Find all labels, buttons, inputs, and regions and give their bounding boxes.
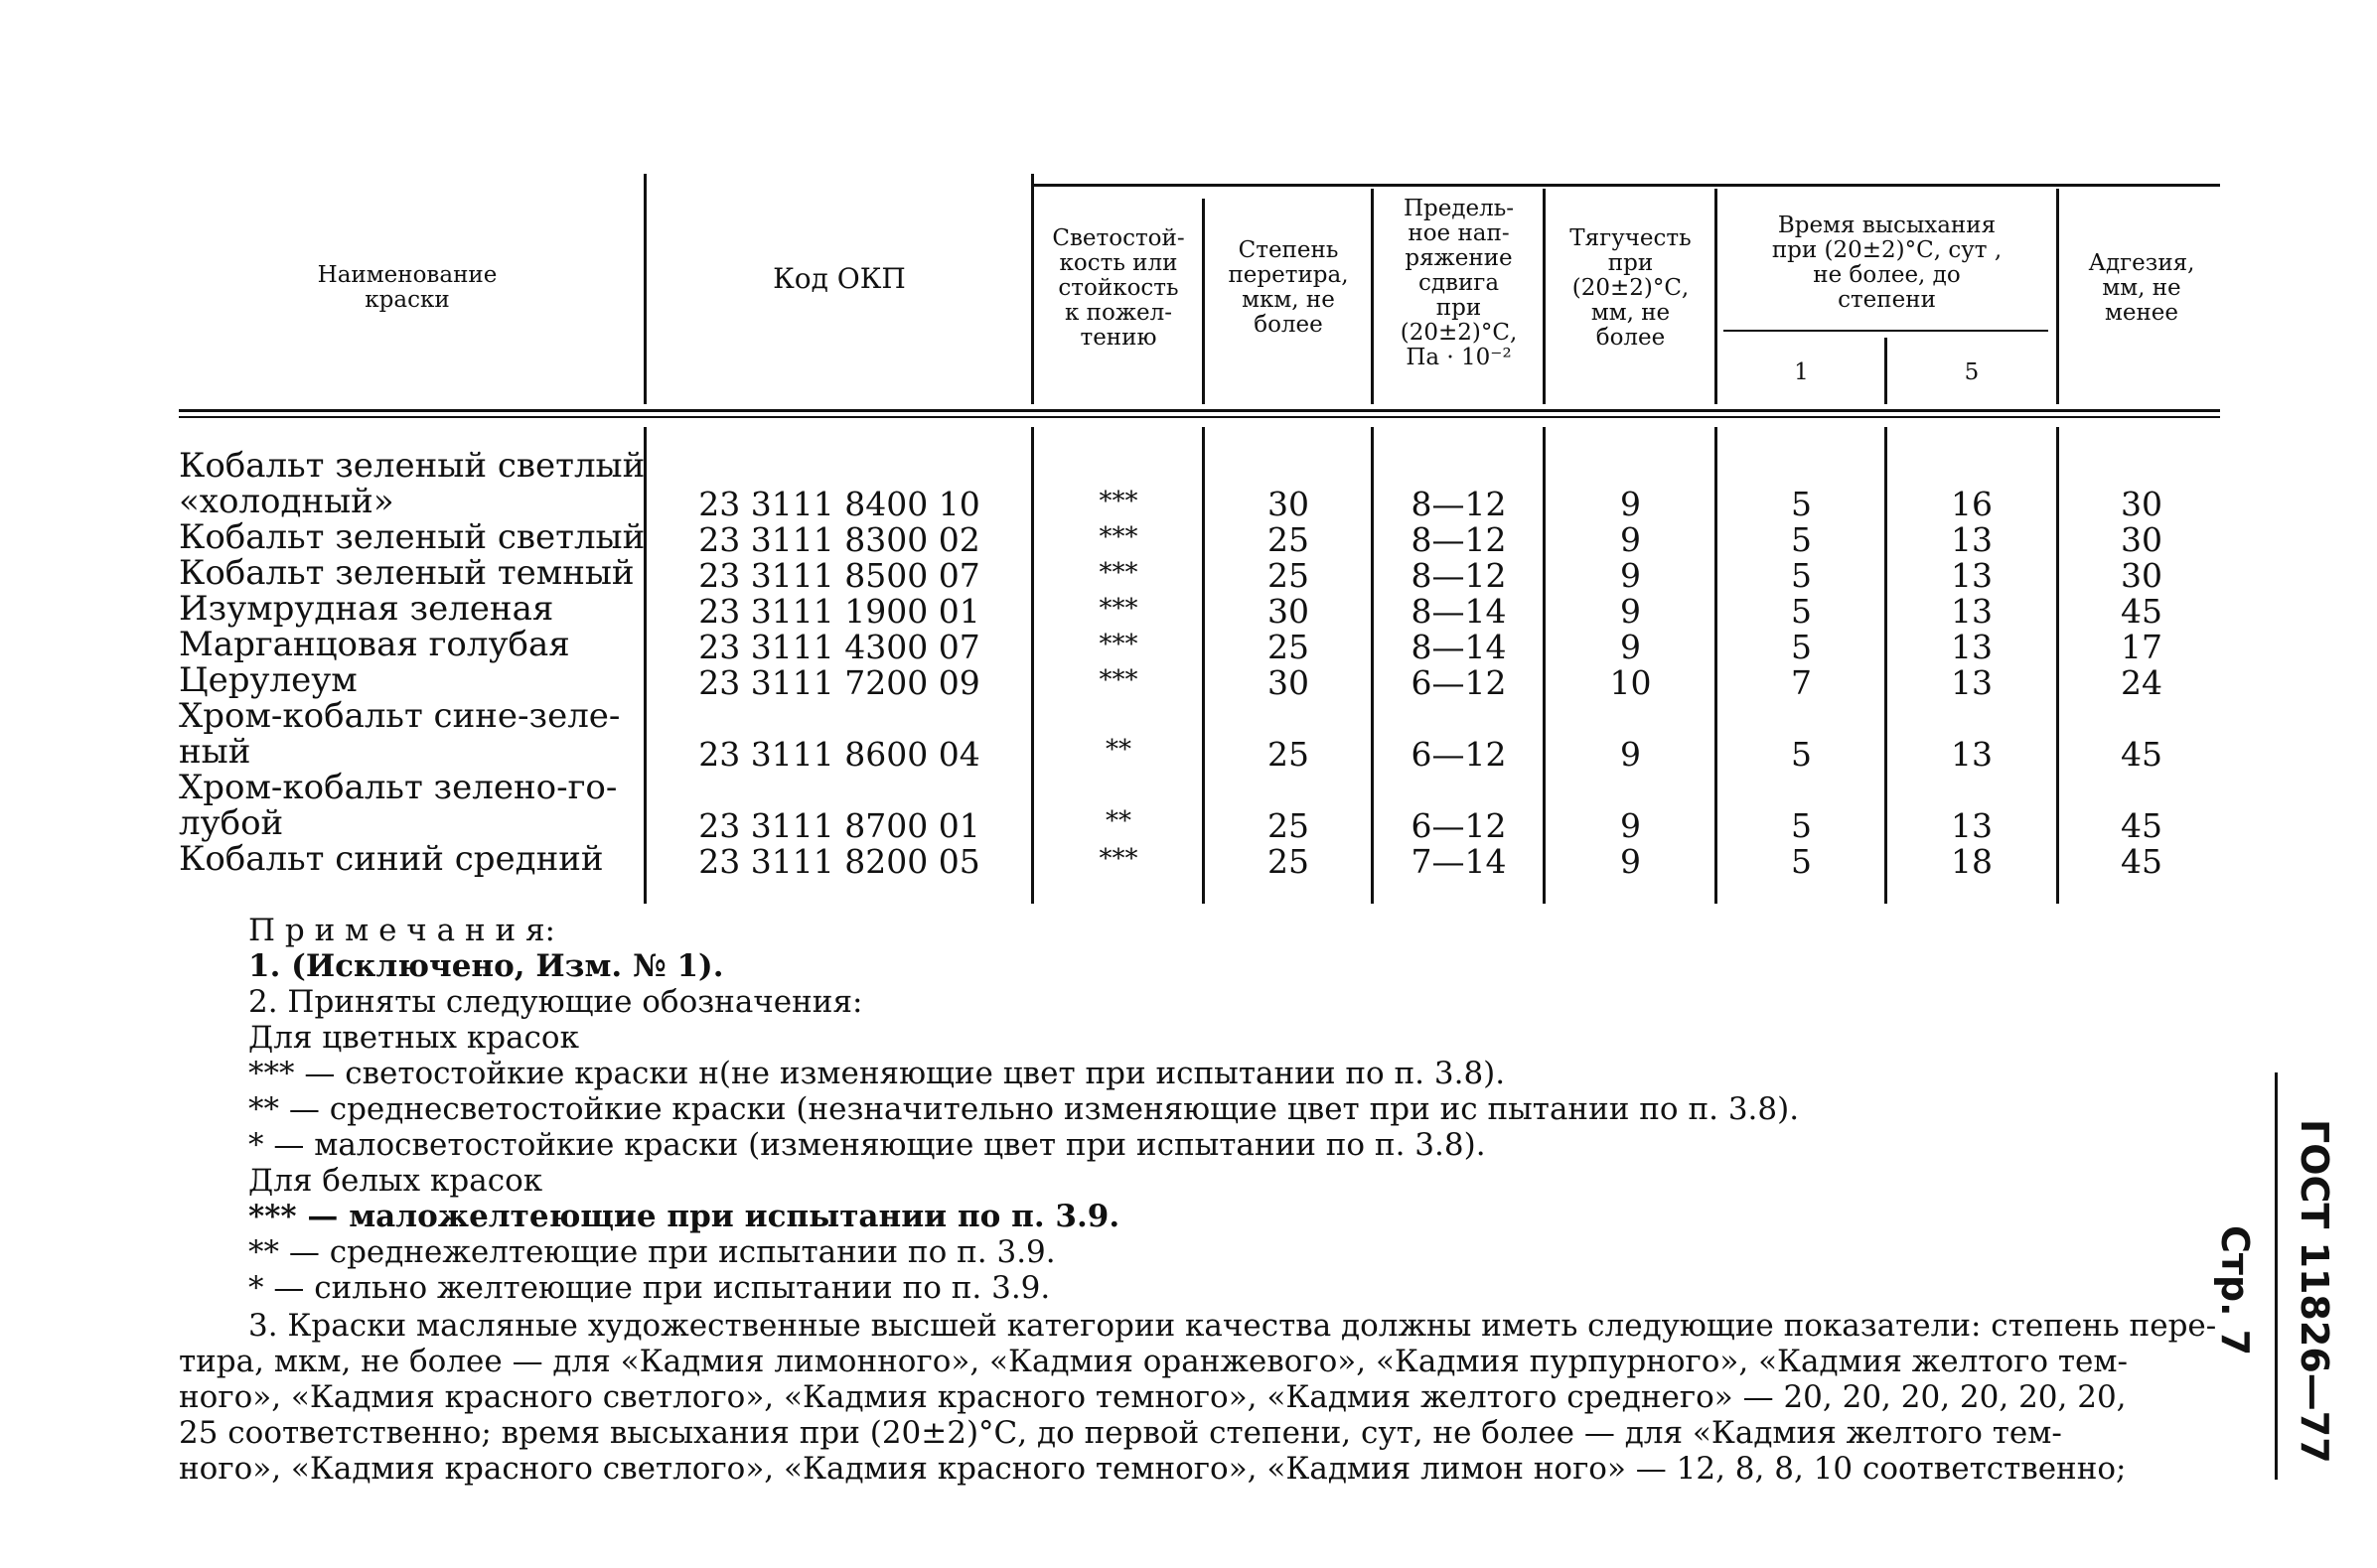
row-grind: 25 [1267, 556, 1309, 595]
white-3: *** — маложелтеющие при испытании по п. 3.9. [248, 1199, 1120, 1234]
row-shear: 8—14 [1411, 628, 1507, 666]
header-divider [1543, 189, 1546, 404]
row-drying-1: 5 [1791, 556, 1812, 595]
note-3-line: 25 соответственно; время высыхания при (20±2)°С, до первой степени, сут, не более — для «Кадмия желтого тем- [179, 1415, 2062, 1451]
note-3-line: ного», «Кадмия красного светлого», «Кадмия красного темного», «Кадмия желтого среднего» — 20, 20, 20, 20, 20, 20, [179, 1379, 2127, 1415]
row-code: 23 3111 7200 09 [698, 663, 980, 702]
row-shear: 8—12 [1411, 485, 1507, 523]
row-shear: 7—14 [1411, 842, 1507, 881]
row-drying-1: 5 [1791, 735, 1812, 774]
row-shear: 8—14 [1411, 592, 1507, 631]
header-shear: Предель- ное нап- ряжение сдвига при (20±2)°С, Па · 10⁻² [1400, 195, 1518, 370]
row-name: Изумрудная зеленая [179, 589, 554, 629]
header-top-rule [1033, 184, 2220, 187]
row-name: Хром-кобальт зелено-го- [179, 768, 618, 807]
row-name: Марганцовая голубая [179, 625, 570, 664]
row-code: 23 3111 8600 04 [698, 735, 980, 774]
note-1: 1. (Исключено, Изм. № 1). [248, 948, 724, 984]
header-adhesion: Адгезия, мм, не менее [2088, 249, 2195, 326]
row-drying-5: 13 [1951, 556, 1993, 595]
header-divider [1714, 189, 1717, 404]
header-viscosity: Тягучесть при (20±2)°С, мм, не более [1569, 224, 1692, 351]
row-grind: 25 [1267, 806, 1309, 845]
note-2: 2. Приняты следующие обозначения: [248, 984, 863, 1020]
row-viscosity: 9 [1620, 735, 1641, 774]
row-drying-1: 5 [1791, 485, 1812, 523]
body-divider [1543, 427, 1546, 904]
header-divider [644, 174, 647, 404]
white-1: * — сильно желтеющие при испытании по п. 3.9. [248, 1270, 1051, 1306]
row-viscosity: 9 [1620, 592, 1641, 631]
row-grind: 25 [1267, 735, 1309, 774]
page-side-label: ГОСТ 11826—77 Стр. 7 [2213, 1118, 2336, 1464]
note-3-line: ного», «Кадмия красного светлого», «Кадмия красного темного», «Кадмия лимон ного» — 12, 8, 8, 10 соответственно; [179, 1451, 2127, 1487]
row-viscosity: 9 [1620, 556, 1641, 595]
row-drying-5: 18 [1951, 842, 1993, 881]
row-lightfastness: ** [1106, 806, 1131, 836]
header-code: Код ОКП [773, 261, 906, 295]
header-drying: Время высыхания при (20±2)°С, сут , не более, до степени [1771, 213, 2003, 313]
header-name: Наименование краски [317, 262, 498, 313]
row-code: 23 3111 8300 02 [698, 520, 980, 559]
row-adhesion: 30 [2121, 556, 2162, 595]
row-grind: 25 [1267, 628, 1309, 666]
row-name: лубой [179, 803, 284, 843]
row-lightfastness: *** [1099, 522, 1138, 552]
row-name: Церулеум [179, 660, 358, 700]
row-shear: 6—12 [1411, 735, 1507, 774]
row-shear: 8—12 [1411, 520, 1507, 559]
row-code: 23 3111 8400 10 [698, 485, 980, 523]
row-drying-5: 13 [1951, 806, 1993, 845]
row-code: 23 3111 8700 01 [698, 806, 980, 845]
row-adhesion: 30 [2121, 485, 2162, 523]
row-name: Кобальт зеленый темный [179, 553, 635, 593]
row-adhesion: 45 [2121, 592, 2162, 631]
row-grind: 30 [1267, 485, 1309, 523]
row-drying-1: 5 [1791, 520, 1812, 559]
row-code: 23 3111 1900 01 [698, 592, 980, 631]
row-grind: 30 [1267, 663, 1309, 702]
header-divider [1202, 199, 1205, 404]
header-divider [1031, 174, 1034, 404]
header-divider [2056, 189, 2059, 404]
body-divider [1202, 427, 1205, 904]
row-drying-5: 13 [1951, 520, 1993, 559]
header-lightfastness: Светостой- кость или стойкость к пожел- тению [1052, 224, 1185, 351]
row-drying-5: 13 [1951, 735, 1993, 774]
row-drying-1: 5 [1791, 806, 1812, 845]
body-divider [1714, 427, 1717, 904]
row-code: 23 3111 8200 05 [698, 842, 980, 881]
header-divider [1884, 338, 1887, 404]
body-divider [1031, 427, 1034, 904]
row-shear: 8—12 [1411, 556, 1507, 595]
row-code: 23 3111 8500 07 [698, 556, 980, 595]
header-divider [1371, 189, 1374, 404]
white-2: ** — среднежелтеющие при испытании по п. 3.9. [248, 1234, 1056, 1270]
row-adhesion: 45 [2121, 806, 2162, 845]
body-divider [644, 427, 647, 904]
row-drying-5: 13 [1951, 592, 1993, 631]
white-heading: Для белых красок [248, 1163, 543, 1199]
row-lightfastness: *** [1099, 594, 1138, 624]
header-drying-5: 5 [1964, 358, 1980, 385]
row-drying-5: 13 [1951, 628, 1993, 666]
row-code: 23 3111 4300 07 [698, 628, 980, 666]
row-lightfastness: *** [1099, 487, 1138, 516]
colored-2: ** — среднесветостойкие краски (незначительно изменяющие цвет при ис пытании по п. 3.8). [248, 1091, 1800, 1127]
header-drying-1: 1 [1794, 358, 1809, 385]
row-name: ный [179, 732, 251, 772]
row-adhesion: 45 [2121, 735, 2162, 774]
row-shear: 6—12 [1411, 806, 1507, 845]
note-3-line: тира, мкм, не более — для «Кадмия лимонного», «Кадмия оранжевого», «Кадмия пурпурного», «Кадмия желтого тем- [179, 1344, 2128, 1379]
row-grind: 25 [1267, 520, 1309, 559]
row-name: Кобальт зеленый светлый [179, 517, 646, 557]
colored-heading: Для цветных красок [248, 1020, 579, 1056]
row-viscosity: 10 [1609, 663, 1652, 702]
colored-1: * — малосветостойкие краски (изменяющие цвет при испытании по п. 3.8). [248, 1127, 1486, 1163]
row-viscosity: 9 [1620, 842, 1641, 881]
notes-title: П р и м е ч а н и я: [248, 913, 555, 948]
row-drying-1: 7 [1791, 663, 1812, 702]
drying-subrule [1723, 330, 2048, 332]
row-viscosity: 9 [1620, 628, 1641, 666]
row-drying-5: 16 [1951, 485, 1993, 523]
row-drying-1: 5 [1791, 628, 1812, 666]
header-bottom-rule-2 [179, 416, 2220, 418]
row-adhesion: 17 [2121, 628, 2162, 666]
row-name: Кобальт синий средний [179, 839, 604, 879]
row-lightfastness: ** [1106, 735, 1131, 765]
row-lightfastness: *** [1099, 665, 1138, 695]
row-shear: 6—12 [1411, 663, 1507, 702]
row-lightfastness: *** [1099, 844, 1138, 874]
body-divider [1884, 427, 1887, 904]
header-grind: Степень перетира, мкм, не более [1228, 237, 1349, 338]
row-name: Кобальт зеленый светлый [179, 446, 646, 486]
row-grind: 30 [1267, 592, 1309, 631]
row-adhesion: 24 [2121, 663, 2162, 702]
row-name: Хром-кобальт сине-зеле- [179, 696, 621, 736]
row-adhesion: 30 [2121, 520, 2162, 559]
row-drying-5: 13 [1951, 663, 1993, 702]
body-divider [2056, 427, 2059, 904]
row-grind: 25 [1267, 842, 1309, 881]
row-viscosity: 9 [1620, 806, 1641, 845]
row-adhesion: 45 [2121, 842, 2162, 881]
note-3-line: 3. Краски масляные художественные высшей категории качества должны иметь следующие показатели: степень пере- [248, 1308, 2217, 1344]
row-viscosity: 9 [1620, 485, 1641, 523]
row-lightfastness: *** [1099, 630, 1138, 659]
row-drying-1: 5 [1791, 842, 1812, 881]
row-lightfastness: *** [1099, 558, 1138, 588]
row-drying-1: 5 [1791, 592, 1812, 631]
row-name: «холодный» [179, 482, 394, 521]
body-divider [1371, 427, 1374, 904]
colored-3: *** — светостойкие краски н(не изменяющие цвет при испытании по п. 3.8). [248, 1056, 1506, 1091]
row-viscosity: 9 [1620, 520, 1641, 559]
header-bottom-rule [179, 409, 2220, 412]
